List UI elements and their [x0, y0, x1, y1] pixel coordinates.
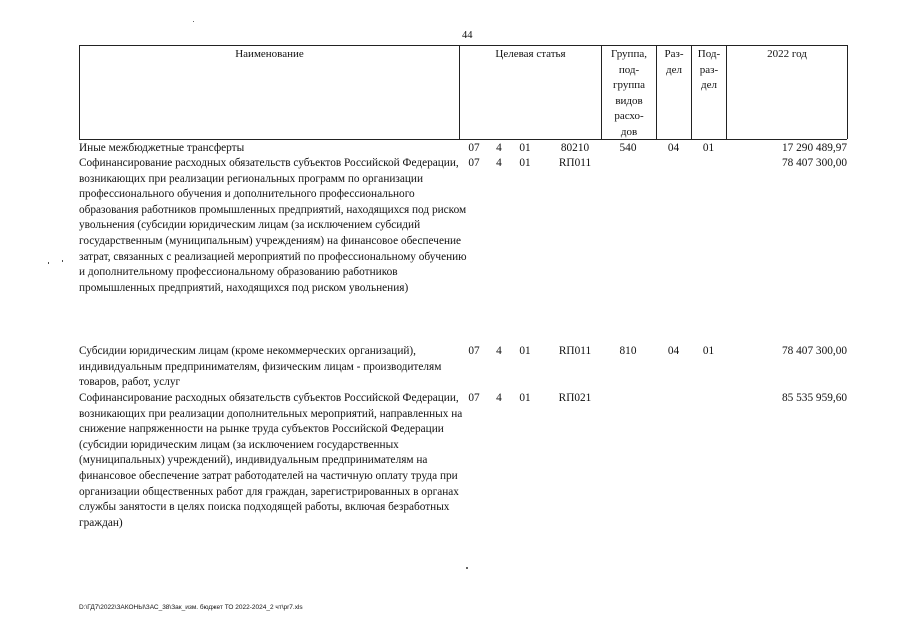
table-row-name: Софинансирование расходных обязательств субъектов Российской Федерации, возникающих при реализации дополнительных мероприятий, направленных на снижение напряженности на рынке труда субъектов Российской Федерации (субсидии юридическим лицам (за исключением государственных (муниципальных) учреждений), индивидуальным предпринимателям на финансовое обеспечение затрат работодателей на частичную оплату труда при организации общественных работ для граждан, зарегистрированных в органах службы занятости в целях поиска подходящей работы, включая безработных граждан)	[79, 392, 463, 529]
row-subsection: 01	[702, 142, 715, 154]
row-code-a: 07	[468, 345, 480, 357]
row-section: 04	[667, 142, 680, 154]
header-year: 2022 год	[767, 48, 807, 60]
row-subsection: 01	[702, 345, 715, 357]
header-section: Раз- дел	[664, 48, 684, 76]
page-number: 44	[462, 30, 473, 41]
row-section: 04	[667, 345, 680, 357]
row-code-d: RП011	[558, 157, 592, 169]
scan-speck	[62, 260, 63, 262]
column-divider	[847, 45, 848, 139]
row-code-a: 07	[468, 157, 480, 169]
row-code-c: 01	[519, 392, 531, 404]
footer-file-path: D:\ГД7\2022\ЗАКОНЫ\ЗАС_38\Зак_изм. бюджет ТО 2022-2024_2 чт\pr7.xls	[79, 604, 303, 611]
row-code-b: 4	[496, 345, 502, 357]
scan-speck	[193, 21, 194, 22]
row-code-d: RП011	[558, 345, 592, 357]
table-row-name: Иные межбюджетные трансферты	[79, 142, 245, 154]
row-amount: 78 407 300,00	[782, 157, 847, 169]
row-code-c: 01	[519, 157, 531, 169]
row-code-a: 07	[468, 392, 480, 404]
row-group: 810	[619, 345, 637, 357]
row-code-c: 01	[519, 142, 531, 154]
row-code-c: 01	[519, 345, 531, 357]
table-row-name: Субсидии юридическим лицам (кроме некоммерческих организаций), индивидуальным предпринимателям, физическим лицам - производителям товаров, работ, услуг	[79, 345, 442, 389]
row-code-a: 07	[468, 142, 480, 154]
row-code-d: RП021	[558, 392, 592, 404]
row-code-d: 80210	[560, 142, 590, 154]
row-amount: 17 290 489,97	[782, 142, 847, 154]
table-row-name: Софинансирование расходных обязательств субъектов Российской Федерации, возникающих при реализации региональных программ по организации профессионального обучения и дополнительного профессионального образования работников промышленных предприятий, находящихся под риском увольнения (субсидии юридическим лицам (за исключением субсидий государственным (муниципальным) учреждениям) на финансовое обеспечение затрат, связанных с реализацией мероприятий по профессиональному обучению и дополнительному профессиональному образованию работников промышленных предприятий, находящихся под риском увольнения)	[79, 157, 467, 294]
row-amount: 85 535 959,60	[782, 392, 847, 404]
header-target-article: Целевая статья	[495, 48, 566, 60]
header-subsection: Под- раз- дел	[697, 48, 721, 92]
row-code-b: 4	[496, 157, 502, 169]
scan-speck	[48, 262, 49, 264]
header-name: Наименование	[235, 48, 304, 60]
row-group: 540	[619, 142, 637, 154]
header-group: Группа, под- группа видов расхо- дов	[611, 48, 647, 138]
scan-speck	[466, 567, 468, 569]
row-code-b: 4	[496, 392, 502, 404]
row-amount: 78 407 300,00	[782, 345, 847, 357]
row-code-b: 4	[496, 142, 502, 154]
